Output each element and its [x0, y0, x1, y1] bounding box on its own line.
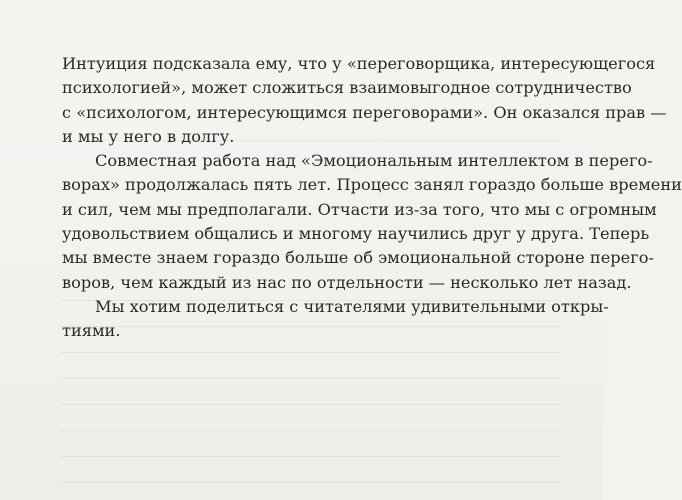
text-line: ворах» продолжалась пять лет. Процесс занял гораздо больше времени	[62, 175, 682, 195]
text-line: удовольствием общались и многому научились друг у друга. Теперь	[62, 224, 650, 244]
text-line: Мы хотим поделиться с читателями удивительными откры-	[95, 296, 609, 316]
text-line: психологией», может сложиться взаимовыгодное сотрудничество	[62, 78, 632, 98]
paragraph-3	[62, 295, 609, 344]
text-line: и сил, чем мы предполагали. Отчасти из-за того, что мы с огромным	[62, 199, 657, 219]
text-line: Совместная работа над «Эмоциональным интеллектом в перего-	[95, 151, 653, 171]
text-line: мы вместе знаем гораздо больше об эмоциональной стороне перего-	[62, 248, 654, 268]
show-through-line	[60, 482, 562, 483]
show-through-line	[60, 352, 562, 353]
show-through-line	[60, 430, 562, 431]
text-line: Интуиция подсказала ему, что у «переговорщика, интересующегося	[62, 54, 656, 73]
paragraph-1	[62, 52, 667, 149]
text-line: воров, чем каждый из нас по отдельности — несколько лет назад.	[62, 272, 632, 292]
body-text	[62, 52, 682, 344]
paragraph-2	[62, 149, 682, 295]
text-line: и мы у него в долгу.	[62, 126, 235, 146]
show-through-line	[60, 404, 562, 405]
show-through-line	[60, 456, 562, 457]
text-line: тиями.	[62, 321, 121, 341]
show-through-line	[60, 378, 562, 379]
text-line: с «психологом, интересующимся переговорами». Он оказался прав —	[62, 102, 667, 122]
